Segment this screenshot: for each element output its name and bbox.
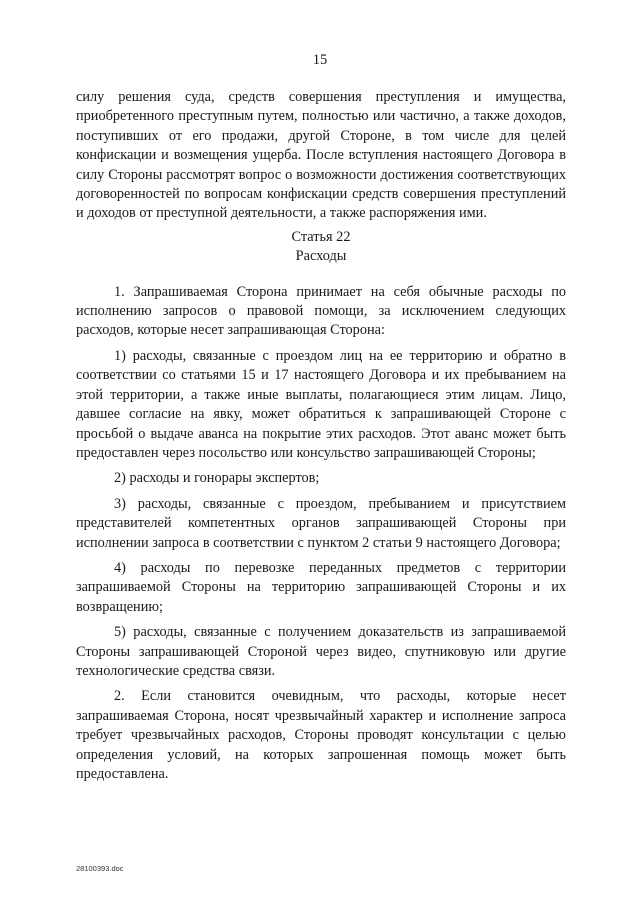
file-footer: 28100393.doc xyxy=(76,864,124,873)
page-number: 15 xyxy=(312,52,328,68)
list-item-4: 4) расходы по перевозке переданных предметов с территории запрашиваемой Стороны на территорию запрашивающей Стороны и их возвращению; xyxy=(76,559,566,615)
article-number: Статья 22 xyxy=(291,228,351,245)
article-title: Расходы xyxy=(295,248,347,265)
continuation-paragraph: силу решения суда, средств совершения преступления и имущества, приобретенного преступным путем, полностью или частично, а также доходов, поступивших от его продажи, другой Стороне, в том числе для целей конфискации и возмещения ущерба. После вступления настоящего Договора в силу Стороны рассмотрят вопрос о возможности достижения соответствующих договоренностей по вопросам конфискации средств совершения преступлений и доходов от преступной деятельности, а также распоряжения ими. xyxy=(76,89,566,222)
list-item-1: 1) расходы, связанные с проездом лиц на ее территорию и обратно в соответствии со статьями 15 и 17 настоящего Договора и их пребыванием на этой территории, а также иные выплаты, полагающиеся этим лицам. Лицо, давшее согласие на явку, может обратиться к запрашивающей Стороне с просьбой о выдаче аванса на покрытие этих расходов. Этот аванс может быть предоставлен через посольство или консульство запрашивающей Стороны; xyxy=(76,347,566,461)
list-item-3: 3) расходы, связанные с проездом, пребыванием и присутствием представителей компетентных органов запрашивающей Стороны при исполнении запроса в соответствии с пунктом 2 статьи 9 настоящего Договора; xyxy=(76,495,566,551)
document-body xyxy=(76,88,566,784)
list-item-2: 2) расходы и гонорары экспертов; xyxy=(114,470,320,487)
paragraph-2: 2. Если становится очевидным, что расходы, которые несет запрашиваемая Сторона, носят чрезвычайный характер и исполнение запроса требует чрезвычайных расходов, Стороны проводят консультации с целью определения условий, на которых запрошенная помощь может быть предоставлена. xyxy=(76,688,566,782)
paragraph-1: 1. Запрашиваемая Сторона принимает на себя обычные расходы по исполнению запросов о правовой помощи, за исключением следующих расходов, которые несет запрашивающая Сторона: xyxy=(76,283,566,339)
list-item-5: 5) расходы, связанные с получением доказательств из запрашиваемой Стороны запрашивающей Стороной через видео, спутниковую или другие технологические средства связи. xyxy=(76,624,566,679)
